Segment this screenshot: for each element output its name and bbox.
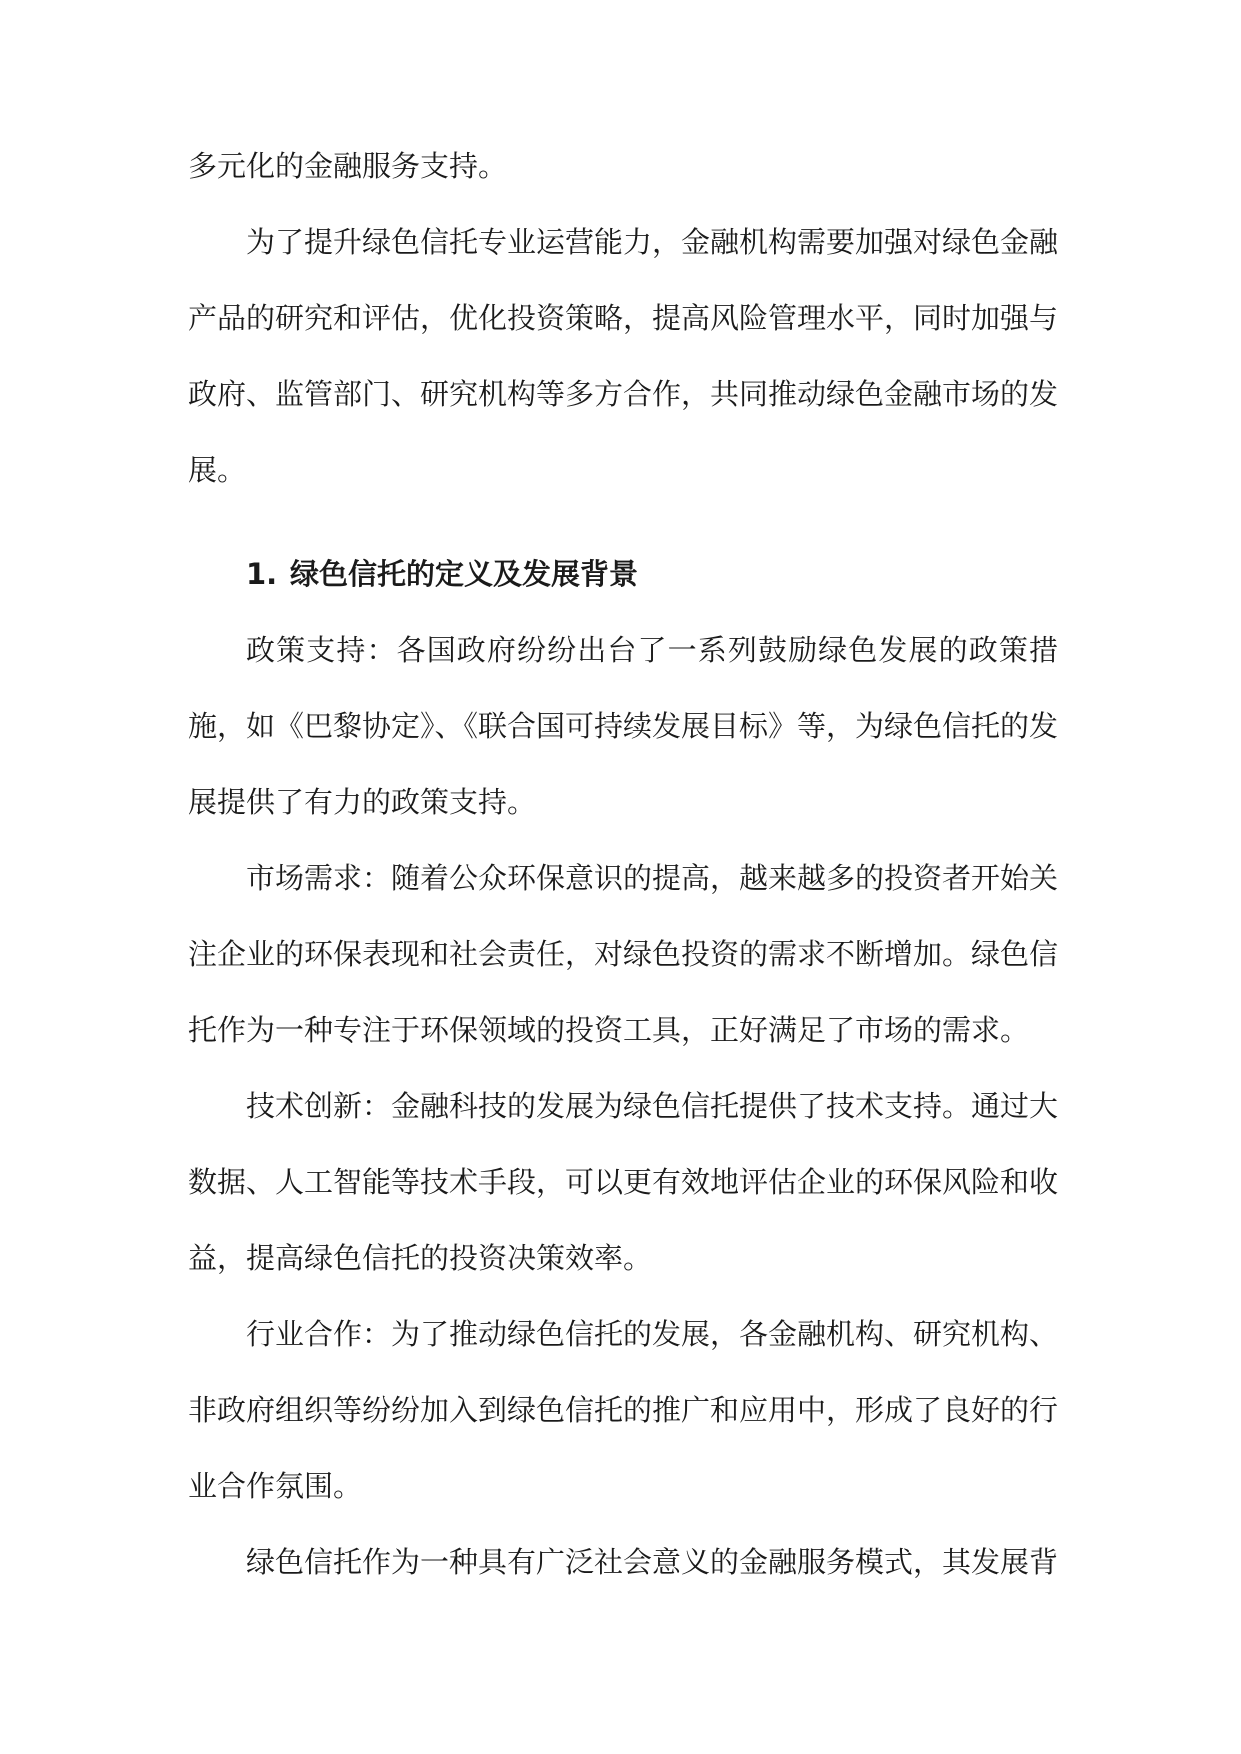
paragraph-continuation: 多元化的金融服务支持。 <box>188 149 508 183</box>
section-number: 1. <box>246 557 278 591</box>
section-heading <box>188 536 1058 612</box>
paragraph-summary: 绿色信托作为一种具有广泛社会意义的金融服务模式，其发展背 <box>246 1545 1059 1579</box>
section-title: 绿色信托的定义及发展背景 <box>290 557 639 591</box>
paragraph-tech-innovation: 技术创新：金融科技的发展为绿色信托提供了技术支持。通过大数据、人工智能等技术手段，可以更有效地评估企业的环保风险和收益，提高绿色信托的投资决策效率。 <box>188 1089 1059 1275</box>
paragraph-industry-cooperation: 行业合作：为了推动绿色信托的发展，各金融机构、研究机构、非政府组织等纷纷加入到绿色信托的推广和应用中，形成了良好的行业合作氛围。 <box>188 1317 1059 1503</box>
document-page <box>188 128 1058 1600</box>
paragraph-policy-support: 政策支持：各国政府纷纷出台了一系列鼓励绿色发展的政策措施，如《巴黎协定》、《联合国可持续发展目标》等，为绿色信托的发展提供了有力的政策支持。 <box>188 633 1059 819</box>
paragraph-operations: 为了提升绿色信托专业运营能力，金融机构需要加强对绿色金融产品的研究和评估，优化投资策略，提高风险管理水平，同时加强与政府、监管部门、研究机构等多方合作，共同推动绿色金融市场的发展。 <box>188 225 1059 487</box>
paragraph-market-demand: 市场需求：随着公众环保意识的提高，越来越多的投资者开始关注企业的环保表现和社会责任，对绿色投资的需求不断增加。绿色信托作为一种专注于环保领域的投资工具，正好满足了市场的需求。 <box>188 861 1059 1047</box>
